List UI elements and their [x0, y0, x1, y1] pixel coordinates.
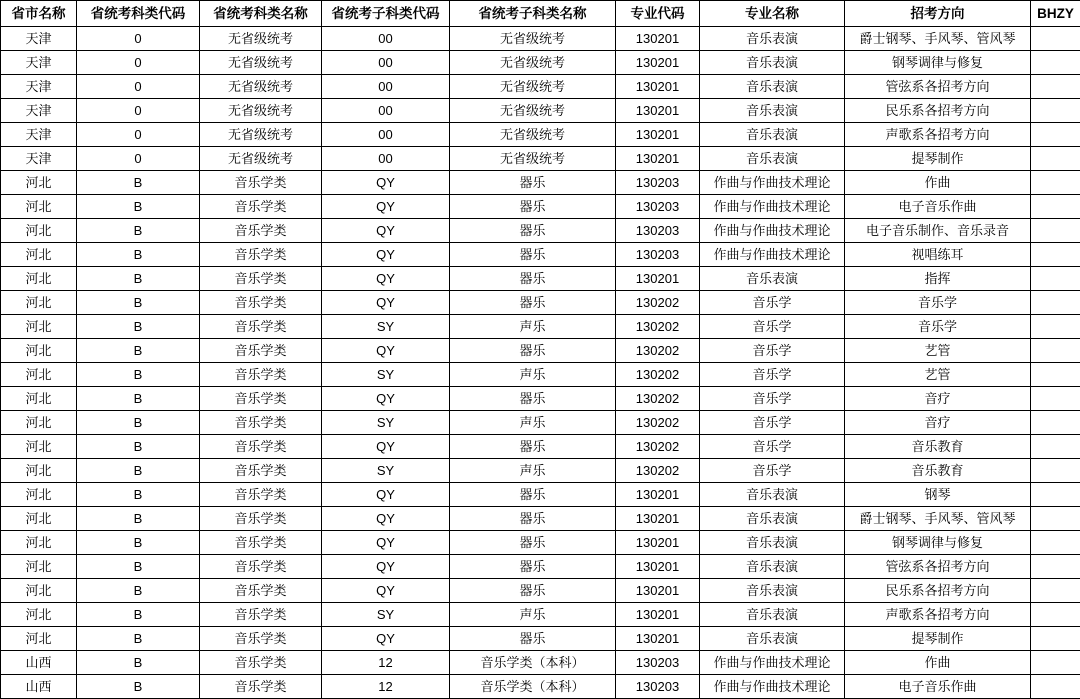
cell-sub-category-name: 音乐学类（本科）	[450, 675, 616, 699]
cell-province: 天津	[1, 51, 77, 75]
cell-exam-category-name: 音乐学类	[200, 483, 322, 507]
cell-exam-category-name: 音乐学类	[200, 267, 322, 291]
cell-major-code: 130201	[616, 555, 700, 579]
cell-major-code: 130202	[616, 363, 700, 387]
cell-exam-category-name: 无省级统考	[200, 75, 322, 99]
cell-bhzy	[1031, 123, 1080, 147]
table-row	[1, 483, 1080, 507]
cell-sub-category-code: QY	[322, 579, 450, 603]
cell-province: 河北	[1, 507, 77, 531]
table-row	[1, 51, 1080, 75]
cell-exam-category-code: 0	[77, 99, 200, 123]
cell-major-name: 作曲与作曲技术理论	[700, 675, 845, 699]
cell-major-name: 音乐表演	[700, 627, 845, 651]
cell-direction: 管弦系各招考方向	[845, 555, 1031, 579]
cell-exam-category-name: 音乐学类	[200, 339, 322, 363]
cell-bhzy	[1031, 603, 1080, 627]
cell-sub-category-name: 器乐	[450, 243, 616, 267]
table-body	[1, 27, 1080, 699]
cell-exam-category-code: B	[77, 315, 200, 339]
cell-major-name: 音乐表演	[700, 123, 845, 147]
cell-province: 河北	[1, 195, 77, 219]
cell-major-name: 音乐表演	[700, 483, 845, 507]
cell-direction: 艺管	[845, 339, 1031, 363]
cell-sub-category-name: 无省级统考	[450, 99, 616, 123]
cell-direction: 作曲	[845, 171, 1031, 195]
cell-exam-category-name: 音乐学类	[200, 507, 322, 531]
cell-major-name: 作曲与作曲技术理论	[700, 219, 845, 243]
cell-province: 河北	[1, 579, 77, 603]
cell-bhzy	[1031, 651, 1080, 675]
cell-province: 河北	[1, 171, 77, 195]
table-row	[1, 435, 1080, 459]
cell-direction: 提琴制作	[845, 147, 1031, 171]
table-row	[1, 363, 1080, 387]
cell-sub-category-name: 器乐	[450, 267, 616, 291]
table-row	[1, 387, 1080, 411]
cell-major-name: 作曲与作曲技术理论	[700, 171, 845, 195]
cell-province: 河北	[1, 363, 77, 387]
table-row	[1, 27, 1080, 51]
cell-sub-category-code: QY	[322, 435, 450, 459]
cell-major-code: 130203	[616, 243, 700, 267]
cell-direction: 钢琴	[845, 483, 1031, 507]
cell-direction: 视唱练耳	[845, 243, 1031, 267]
cell-major-name: 音乐学	[700, 291, 845, 315]
cell-sub-category-name: 器乐	[450, 507, 616, 531]
cell-sub-category-code: SY	[322, 603, 450, 627]
cell-major-name: 音乐学	[700, 435, 845, 459]
cell-direction: 提琴制作	[845, 627, 1031, 651]
cell-exam-category-code: B	[77, 387, 200, 411]
cell-major-code: 130201	[616, 507, 700, 531]
cell-direction: 作曲	[845, 651, 1031, 675]
cell-sub-category-name: 声乐	[450, 411, 616, 435]
cell-bhzy	[1031, 315, 1080, 339]
cell-direction: 管弦系各招考方向	[845, 75, 1031, 99]
cell-exam-category-code: B	[77, 627, 200, 651]
cell-sub-category-code: QY	[322, 267, 450, 291]
cell-direction: 声歌系各招考方向	[845, 123, 1031, 147]
cell-bhzy	[1031, 219, 1080, 243]
table-row	[1, 531, 1080, 555]
cell-major-name: 作曲与作曲技术理论	[700, 195, 845, 219]
cell-sub-category-name: 器乐	[450, 555, 616, 579]
cell-major-name: 作曲与作曲技术理论	[700, 243, 845, 267]
cell-sub-category-code: 00	[322, 51, 450, 75]
cell-exam-category-code: B	[77, 675, 200, 699]
cell-bhzy	[1031, 459, 1080, 483]
cell-exam-category-name: 音乐学类	[200, 651, 322, 675]
cell-province: 河北	[1, 627, 77, 651]
cell-province: 河北	[1, 243, 77, 267]
cell-exam-category-name: 音乐学类	[200, 219, 322, 243]
cell-sub-category-name: 器乐	[450, 219, 616, 243]
cell-exam-category-code: B	[77, 411, 200, 435]
cell-bhzy	[1031, 555, 1080, 579]
cell-major-name: 音乐表演	[700, 603, 845, 627]
cell-province: 河北	[1, 459, 77, 483]
table-header-row	[1, 1, 1080, 27]
cell-major-code: 130201	[616, 627, 700, 651]
cell-province: 天津	[1, 99, 77, 123]
cell-province: 河北	[1, 219, 77, 243]
cell-bhzy	[1031, 339, 1080, 363]
cell-sub-category-name: 器乐	[450, 195, 616, 219]
cell-major-code: 130201	[616, 99, 700, 123]
cell-direction: 钢琴调律与修复	[845, 531, 1031, 555]
cell-direction: 音疗	[845, 387, 1031, 411]
table-row	[1, 219, 1080, 243]
cell-sub-category-code: QY	[322, 291, 450, 315]
cell-province: 河北	[1, 267, 77, 291]
column-header-sub-category-code: 省统考子科类代码	[322, 1, 450, 27]
table-row	[1, 123, 1080, 147]
cell-exam-category-code: 0	[77, 75, 200, 99]
cell-bhzy	[1031, 171, 1080, 195]
cell-sub-category-code: SY	[322, 459, 450, 483]
cell-exam-category-code: 0	[77, 27, 200, 51]
cell-direction: 音乐学	[845, 315, 1031, 339]
cell-exam-category-name: 音乐学类	[200, 675, 322, 699]
cell-exam-category-code: B	[77, 459, 200, 483]
cell-province: 山西	[1, 675, 77, 699]
cell-major-name: 音乐学	[700, 459, 845, 483]
cell-province: 河北	[1, 315, 77, 339]
cell-exam-category-name: 无省级统考	[200, 123, 322, 147]
cell-exam-category-code: B	[77, 339, 200, 363]
cell-major-code: 130202	[616, 291, 700, 315]
cell-major-code: 130203	[616, 651, 700, 675]
table-row	[1, 675, 1080, 699]
cell-exam-category-code: B	[77, 651, 200, 675]
cell-sub-category-code: 12	[322, 651, 450, 675]
cell-exam-category-name: 音乐学类	[200, 627, 322, 651]
table-row	[1, 315, 1080, 339]
cell-major-name: 音乐学	[700, 387, 845, 411]
cell-bhzy	[1031, 363, 1080, 387]
cell-major-name: 音乐表演	[700, 99, 845, 123]
table-row	[1, 147, 1080, 171]
cell-major-name: 音乐学	[700, 339, 845, 363]
cell-province: 河北	[1, 387, 77, 411]
cell-province: 河北	[1, 531, 77, 555]
cell-major-name: 音乐表演	[700, 27, 845, 51]
cell-major-code: 130201	[616, 123, 700, 147]
cell-exam-category-name: 音乐学类	[200, 459, 322, 483]
cell-exam-category-code: 0	[77, 123, 200, 147]
cell-major-code: 130202	[616, 435, 700, 459]
cell-major-name: 音乐学	[700, 411, 845, 435]
column-header-major-name: 专业名称	[700, 1, 845, 27]
cell-sub-category-name: 器乐	[450, 435, 616, 459]
cell-exam-category-code: B	[77, 243, 200, 267]
cell-major-code: 130201	[616, 531, 700, 555]
cell-sub-category-code: QY	[322, 243, 450, 267]
cell-exam-category-name: 无省级统考	[200, 147, 322, 171]
cell-direction: 电子音乐作曲	[845, 675, 1031, 699]
cell-sub-category-code: QY	[322, 171, 450, 195]
table-row	[1, 603, 1080, 627]
cell-exam-category-name: 音乐学类	[200, 603, 322, 627]
cell-major-code: 130203	[616, 675, 700, 699]
cell-bhzy	[1031, 531, 1080, 555]
table-row	[1, 627, 1080, 651]
cell-sub-category-code: QY	[322, 507, 450, 531]
cell-sub-category-name: 器乐	[450, 483, 616, 507]
cell-exam-category-name: 音乐学类	[200, 435, 322, 459]
cell-sub-category-code: 00	[322, 147, 450, 171]
cell-bhzy	[1031, 627, 1080, 651]
cell-sub-category-code: QY	[322, 483, 450, 507]
cell-bhzy	[1031, 27, 1080, 51]
cell-exam-category-code: B	[77, 603, 200, 627]
cell-bhzy	[1031, 579, 1080, 603]
cell-sub-category-name: 声乐	[450, 363, 616, 387]
cell-major-name: 音乐表演	[700, 147, 845, 171]
cell-sub-category-name: 声乐	[450, 459, 616, 483]
cell-bhzy	[1031, 195, 1080, 219]
cell-province: 河北	[1, 603, 77, 627]
cell-sub-category-name: 器乐	[450, 579, 616, 603]
cell-exam-category-code: B	[77, 531, 200, 555]
cell-exam-category-code: B	[77, 435, 200, 459]
cell-direction: 爵士钢琴、手风琴、管风琴	[845, 507, 1031, 531]
cell-bhzy	[1031, 675, 1080, 699]
column-header-bhzy: BHZY	[1031, 1, 1080, 27]
cell-exam-category-name: 无省级统考	[200, 51, 322, 75]
cell-sub-category-code: 00	[322, 27, 450, 51]
cell-exam-category-name: 音乐学类	[200, 411, 322, 435]
cell-major-name: 音乐表演	[700, 531, 845, 555]
cell-major-code: 130201	[616, 75, 700, 99]
cell-exam-category-code: 0	[77, 147, 200, 171]
cell-province: 河北	[1, 411, 77, 435]
cell-sub-category-name: 器乐	[450, 627, 616, 651]
cell-sub-category-name: 器乐	[450, 387, 616, 411]
cell-bhzy	[1031, 75, 1080, 99]
cell-exam-category-name: 音乐学类	[200, 171, 322, 195]
cell-bhzy	[1031, 291, 1080, 315]
cell-direction: 音乐教育	[845, 459, 1031, 483]
cell-direction: 电子音乐作曲	[845, 195, 1031, 219]
table-row	[1, 339, 1080, 363]
cell-sub-category-code: QY	[322, 195, 450, 219]
table-row	[1, 555, 1080, 579]
table-row	[1, 195, 1080, 219]
cell-bhzy	[1031, 411, 1080, 435]
cell-major-name: 音乐表演	[700, 75, 845, 99]
cell-major-name: 音乐表演	[700, 507, 845, 531]
cell-exam-category-name: 音乐学类	[200, 243, 322, 267]
cell-sub-category-code: SY	[322, 363, 450, 387]
cell-exam-category-name: 音乐学类	[200, 195, 322, 219]
cell-exam-category-name: 音乐学类	[200, 363, 322, 387]
cell-bhzy	[1031, 243, 1080, 267]
cell-sub-category-code: SY	[322, 411, 450, 435]
cell-exam-category-code: B	[77, 363, 200, 387]
cell-direction: 音疗	[845, 411, 1031, 435]
column-header-direction: 招考方向	[845, 1, 1031, 27]
cell-bhzy	[1031, 267, 1080, 291]
cell-exam-category-code: 0	[77, 51, 200, 75]
cell-sub-category-name: 声乐	[450, 315, 616, 339]
table-row	[1, 459, 1080, 483]
cell-exam-category-code: B	[77, 579, 200, 603]
cell-exam-category-name: 音乐学类	[200, 531, 322, 555]
cell-sub-category-code: 00	[322, 99, 450, 123]
cell-major-code: 130201	[616, 579, 700, 603]
table-row	[1, 171, 1080, 195]
cell-major-code: 130202	[616, 459, 700, 483]
cell-direction: 钢琴调律与修复	[845, 51, 1031, 75]
column-header-province: 省市名称	[1, 1, 77, 27]
cell-bhzy	[1031, 483, 1080, 507]
cell-major-name: 音乐学	[700, 363, 845, 387]
cell-exam-category-code: B	[77, 555, 200, 579]
table-row	[1, 411, 1080, 435]
cell-exam-category-name: 音乐学类	[200, 291, 322, 315]
cell-direction: 艺管	[845, 363, 1031, 387]
cell-province: 河北	[1, 483, 77, 507]
table-row	[1, 291, 1080, 315]
cell-sub-category-code: QY	[322, 339, 450, 363]
cell-exam-category-code: B	[77, 171, 200, 195]
cell-major-code: 130202	[616, 411, 700, 435]
cell-bhzy	[1031, 99, 1080, 123]
cell-sub-category-name: 器乐	[450, 171, 616, 195]
cell-province: 天津	[1, 147, 77, 171]
cell-major-code: 130202	[616, 387, 700, 411]
table-row	[1, 99, 1080, 123]
cell-province: 河北	[1, 339, 77, 363]
table-row	[1, 507, 1080, 531]
cell-major-code: 130203	[616, 195, 700, 219]
cell-exam-category-code: B	[77, 291, 200, 315]
cell-sub-category-code: 00	[322, 75, 450, 99]
cell-province: 河北	[1, 435, 77, 459]
cell-sub-category-name: 无省级统考	[450, 75, 616, 99]
cell-exam-category-code: B	[77, 195, 200, 219]
cell-sub-category-code: QY	[322, 555, 450, 579]
cell-major-code: 130202	[616, 339, 700, 363]
cell-sub-category-code: QY	[322, 627, 450, 651]
cell-sub-category-name: 器乐	[450, 339, 616, 363]
cell-province: 山西	[1, 651, 77, 675]
cell-sub-category-name: 声乐	[450, 603, 616, 627]
cell-sub-category-code: SY	[322, 315, 450, 339]
cell-sub-category-code: QY	[322, 387, 450, 411]
cell-bhzy	[1031, 507, 1080, 531]
cell-direction: 声歌系各招考方向	[845, 603, 1031, 627]
cell-major-code: 130201	[616, 51, 700, 75]
cell-sub-category-name: 无省级统考	[450, 123, 616, 147]
cell-exam-category-name: 音乐学类	[200, 387, 322, 411]
cell-major-code: 130201	[616, 603, 700, 627]
cell-province: 河北	[1, 555, 77, 579]
cell-major-code: 130201	[616, 483, 700, 507]
cell-major-code: 130201	[616, 147, 700, 171]
column-header-exam-category-name: 省统考科类名称	[200, 1, 322, 27]
table-row	[1, 243, 1080, 267]
cell-major-name: 音乐表演	[700, 555, 845, 579]
cell-major-name: 音乐表演	[700, 267, 845, 291]
cell-sub-category-name: 无省级统考	[450, 51, 616, 75]
cell-major-code: 130203	[616, 171, 700, 195]
cell-bhzy	[1031, 147, 1080, 171]
cell-direction: 音乐教育	[845, 435, 1031, 459]
cell-direction: 爵士钢琴、手风琴、管风琴	[845, 27, 1031, 51]
cell-major-code: 130201	[616, 27, 700, 51]
cell-sub-category-name: 无省级统考	[450, 27, 616, 51]
cell-sub-category-code: 12	[322, 675, 450, 699]
cell-bhzy	[1031, 435, 1080, 459]
cell-exam-category-code: B	[77, 507, 200, 531]
cell-exam-category-name: 无省级统考	[200, 27, 322, 51]
cell-sub-category-code: QY	[322, 219, 450, 243]
cell-major-name: 音乐表演	[700, 579, 845, 603]
cell-sub-category-code: QY	[322, 531, 450, 555]
cell-exam-category-code: B	[77, 267, 200, 291]
cell-major-name: 音乐表演	[700, 51, 845, 75]
cell-sub-category-name: 无省级统考	[450, 147, 616, 171]
cell-bhzy	[1031, 51, 1080, 75]
cell-major-code: 130202	[616, 315, 700, 339]
table-row	[1, 579, 1080, 603]
cell-province: 天津	[1, 27, 77, 51]
cell-province: 河北	[1, 291, 77, 315]
table-row	[1, 75, 1080, 99]
cell-direction: 指挥	[845, 267, 1031, 291]
cell-major-code: 130203	[616, 219, 700, 243]
cell-exam-category-code: B	[77, 219, 200, 243]
cell-major-name: 作曲与作曲技术理论	[700, 651, 845, 675]
cell-sub-category-name: 音乐学类（本科）	[450, 651, 616, 675]
column-header-major-code: 专业代码	[616, 1, 700, 27]
column-header-sub-category-name: 省统考子科类名称	[450, 1, 616, 27]
cell-province: 天津	[1, 75, 77, 99]
cell-exam-category-name: 音乐学类	[200, 315, 322, 339]
cell-major-code: 130201	[616, 267, 700, 291]
cell-sub-category-code: 00	[322, 123, 450, 147]
table-row	[1, 267, 1080, 291]
table-row	[1, 651, 1080, 675]
cell-province: 天津	[1, 123, 77, 147]
cell-major-name: 音乐学	[700, 315, 845, 339]
cell-exam-category-code: B	[77, 483, 200, 507]
cell-direction: 民乐系各招考方向	[845, 579, 1031, 603]
cell-exam-category-name: 音乐学类	[200, 579, 322, 603]
cell-direction: 音乐学	[845, 291, 1031, 315]
cell-exam-category-name: 无省级统考	[200, 99, 322, 123]
cell-direction: 电子音乐制作、音乐录音	[845, 219, 1031, 243]
cell-exam-category-name: 音乐学类	[200, 555, 322, 579]
cell-sub-category-name: 器乐	[450, 531, 616, 555]
cell-bhzy	[1031, 387, 1080, 411]
column-header-exam-category-code: 省统考科类代码	[77, 1, 200, 27]
cell-sub-category-name: 器乐	[450, 291, 616, 315]
cell-direction: 民乐系各招考方向	[845, 99, 1031, 123]
